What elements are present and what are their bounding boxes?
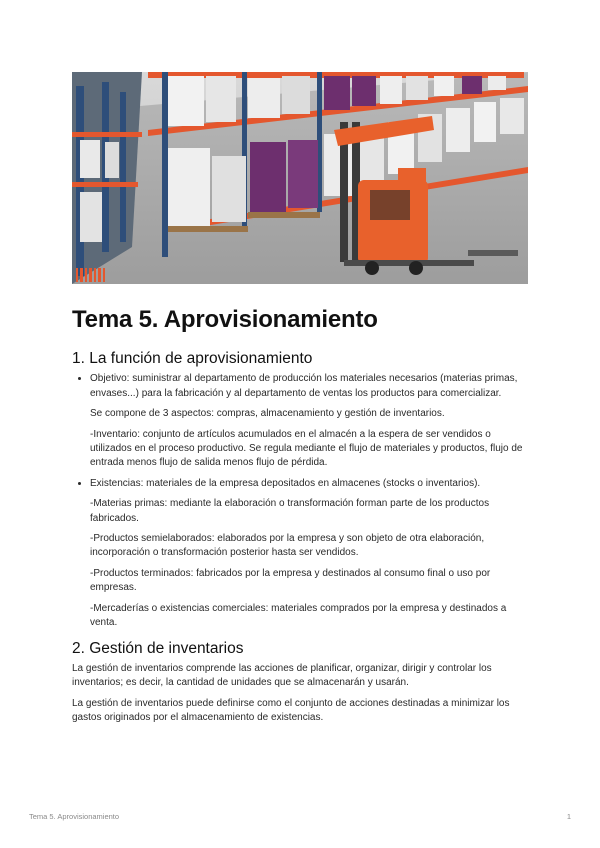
list-item: [90, 372, 530, 470]
terminados-paragraph: -Productos terminados: fabricados por la empresa y destinados al consumo final o uso por empresas.: [90, 567, 491, 594]
warehouse-photo: [72, 72, 528, 284]
section-heading-2: 2. Gestión de inventarios: [72, 639, 244, 657]
inventario-paragraph: -Inventario: conjunto de artículos acumulados en el almacén a la espera de ser vendidos o utilizados en el proceso productivo. Se regula mediante el flujo de materiales y productos, flujo de entrada menos flujo de salida menos flujo de pérdida.: [90, 428, 523, 469]
mercaderias-paragraph: -Mercaderías o existencias comerciales: materiales comprados por la empresa y destinados a venta.: [90, 602, 507, 629]
semielaborados-paragraph: -Productos semielaborados: elaborados por la empresa y son objeto de otra elaboración, incorporación o transformación posterior hasta ser vendidos.: [90, 533, 485, 559]
list-item: [90, 477, 530, 631]
aspects-paragraph: Se compone de 3 aspectos: compras, almacenamiento y gestión de inventarios.: [90, 408, 445, 420]
gestion-paragraph-2: La gestión de inventarios puede definirse como el conjunto de acciones destinadas a minimizar los gastos originados por el almacenamiento de existencias.: [72, 697, 510, 724]
materias-primas-paragraph: -Materias primas: mediante la elaboración o transformación forman parte de los productos fabricados.: [90, 498, 490, 524]
bullet-existencias: • Existencias: materiales de la empresa depositados en almacenes (stocks o inventarios).: [90, 477, 481, 489]
footer-title: Tema 5. Aprovisionamiento: [29, 812, 120, 821]
document-body: [72, 352, 530, 732]
gestion-paragraph-1: La gestión de inventarios comprende las acciones de planificar, organizar, dirigir y controlar los inventarios; es decir, la cantidad de unidades que se almacenarán y usarán.: [72, 662, 492, 689]
section-1-list: [72, 372, 530, 630]
page-title: Tema 5. Aprovisionamiento: [72, 306, 378, 333]
page-number: 1: [566, 812, 571, 821]
section-heading-1: 1. La función de aprovisionamiento: [72, 350, 313, 367]
bullet-objetivo: • Objetivo: suministrar al departamento de producción los materiales necesarios (materias primas, envases...) para la fabricación y al departamento de ventas los productos para comercializar.: [90, 373, 518, 399]
